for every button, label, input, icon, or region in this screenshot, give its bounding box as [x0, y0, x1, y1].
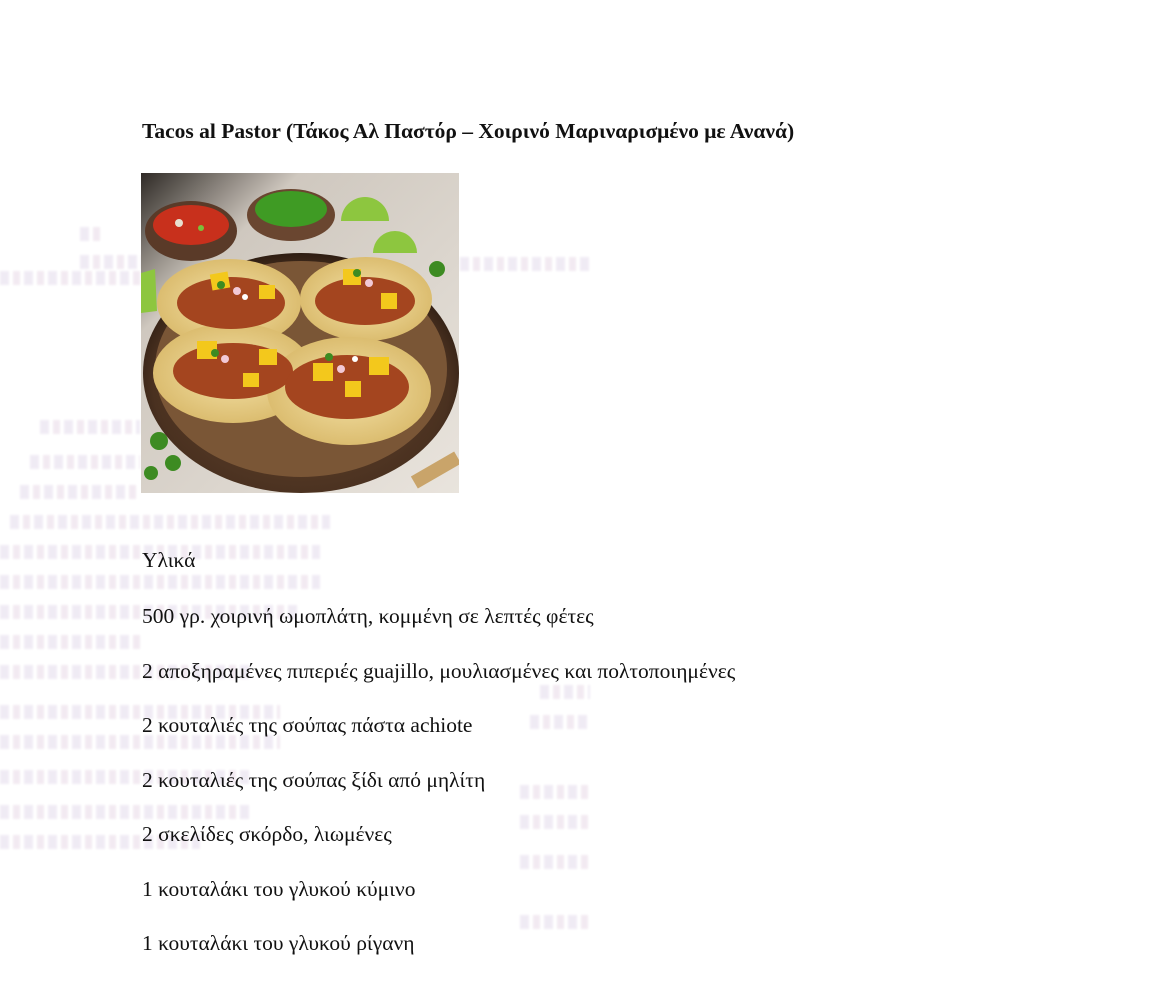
ingredient-item: 1 κουταλάκι του γλυκού κύμινο	[142, 876, 416, 901]
ingredient-item: 2 κουταλιές της σούπας ξίδι από μηλίτη	[142, 767, 486, 792]
ingredient-item: 500 γρ. χοιρινή ωμοπλάτη, κομμένη σε λεπτές φέτες	[142, 604, 594, 628]
ingredients-list	[142, 602, 735, 984]
food-photo-icon	[141, 173, 459, 493]
ingredient-item: 2 αποξηραμένες πιπεριές guajillo, μουλιασμένες και πολτοποιημένες	[142, 658, 736, 683]
recipe-title: Tacos al Pastor (Τάκος Αλ Παστόρ – Χοιρινό Μαριναρισμένο με Ανανά)	[142, 119, 795, 143]
ingredient-item: 2 σκελίδες σκόρδο, λιωμένες	[142, 822, 392, 846]
ingredients-heading: Υλικά	[142, 548, 196, 572]
ingredient-item: 1 κουταλάκι του γλυκού ρίγανη	[142, 931, 415, 955]
ingredient-item: 2 κουταλιές της σούπας πάστα achiote	[142, 713, 473, 737]
